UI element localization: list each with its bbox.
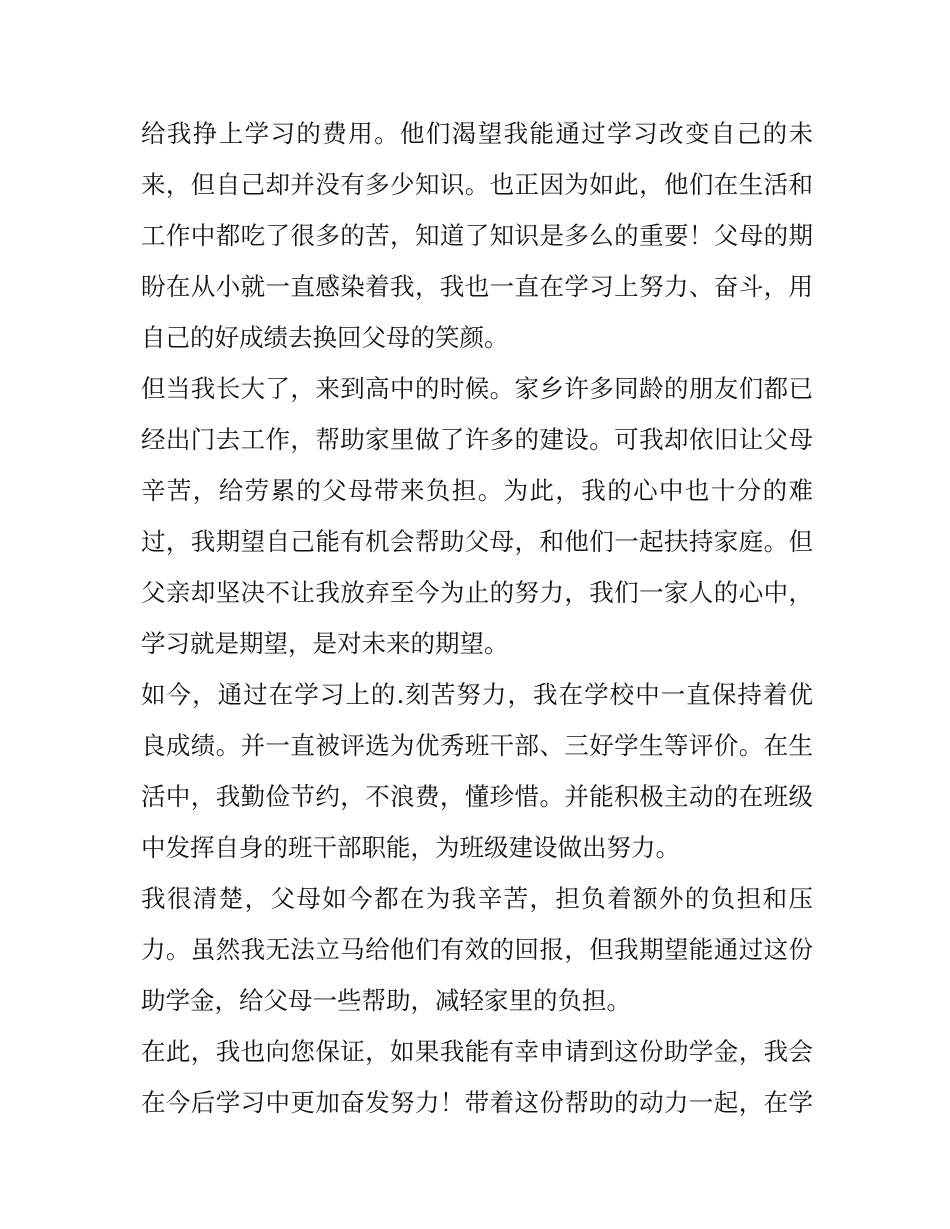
text-line: 在此，我也向您保证，如果我能有幸申请到这份助学金，我会 — [141, 1037, 813, 1066]
text-line: 盼在从小就一直感染着我，我也一直在学习上努力、奋斗，用 — [141, 272, 813, 301]
text-line: 过，我期望自己能有机会帮助父母，和他们一起扶持家庭。但 — [141, 527, 813, 556]
text-line: 但当我长大了，来到高中的时候。家乡许多同龄的朋友们都已 — [141, 374, 813, 403]
document-body — [141, 108, 813, 1128]
text-line: 来，但自己却并没有多少知识。也正因为如此，他们在生活和 — [141, 170, 813, 199]
text-line: 经出门去工作，帮助家里做了许多的建设。可我却依旧让父母 — [141, 425, 813, 454]
text-line: 辛苦，给劳累的父母带来负担。为此，我的心中也十分的难 — [141, 476, 813, 505]
text-line: 工作中都吃了很多的苦，知道了知识是多么的重要！父母的期 — [141, 221, 813, 250]
text-line: 良成绩。并一直被评选为优秀班干部、三好学生等评价。在生 — [141, 731, 813, 760]
text-line: 助学金，给父母一些帮助，减轻家里的负担。 — [141, 986, 631, 1015]
text-line: 如今，通过在学习上的.刻苦努力，我在学校中一直保持着优 — [141, 680, 813, 709]
text-line: 在今后学习中更加奋发努力！带着这份帮助的动力一起，在学 — [141, 1088, 813, 1117]
text-line: 中发挥自身的班干部职能，为班级建设做出努力。 — [141, 833, 680, 862]
text-line: 力。虽然我无法立马给他们有效的回报，但我期望能通过这份 — [141, 935, 813, 964]
text-line: 父亲却坚决不让我放弃至今为止的努力，我们一家人的心中， — [141, 578, 813, 607]
text-line: 活中，我勤俭节约，不浪费，懂珍惜。并能积极主动的在班级 — [141, 782, 813, 811]
text-line: 学习就是期望，是对未来的期望。 — [141, 629, 509, 658]
text-line: 我很清楚，父母如今都在为我辛苦，担负着额外的负担和压 — [141, 884, 813, 913]
text-line: 给我挣上学习的费用。他们渴望我能通过学习改变自己的未 — [141, 119, 813, 148]
text-line: 自己的好成绩去换回父母的笑颜。 — [141, 323, 509, 352]
